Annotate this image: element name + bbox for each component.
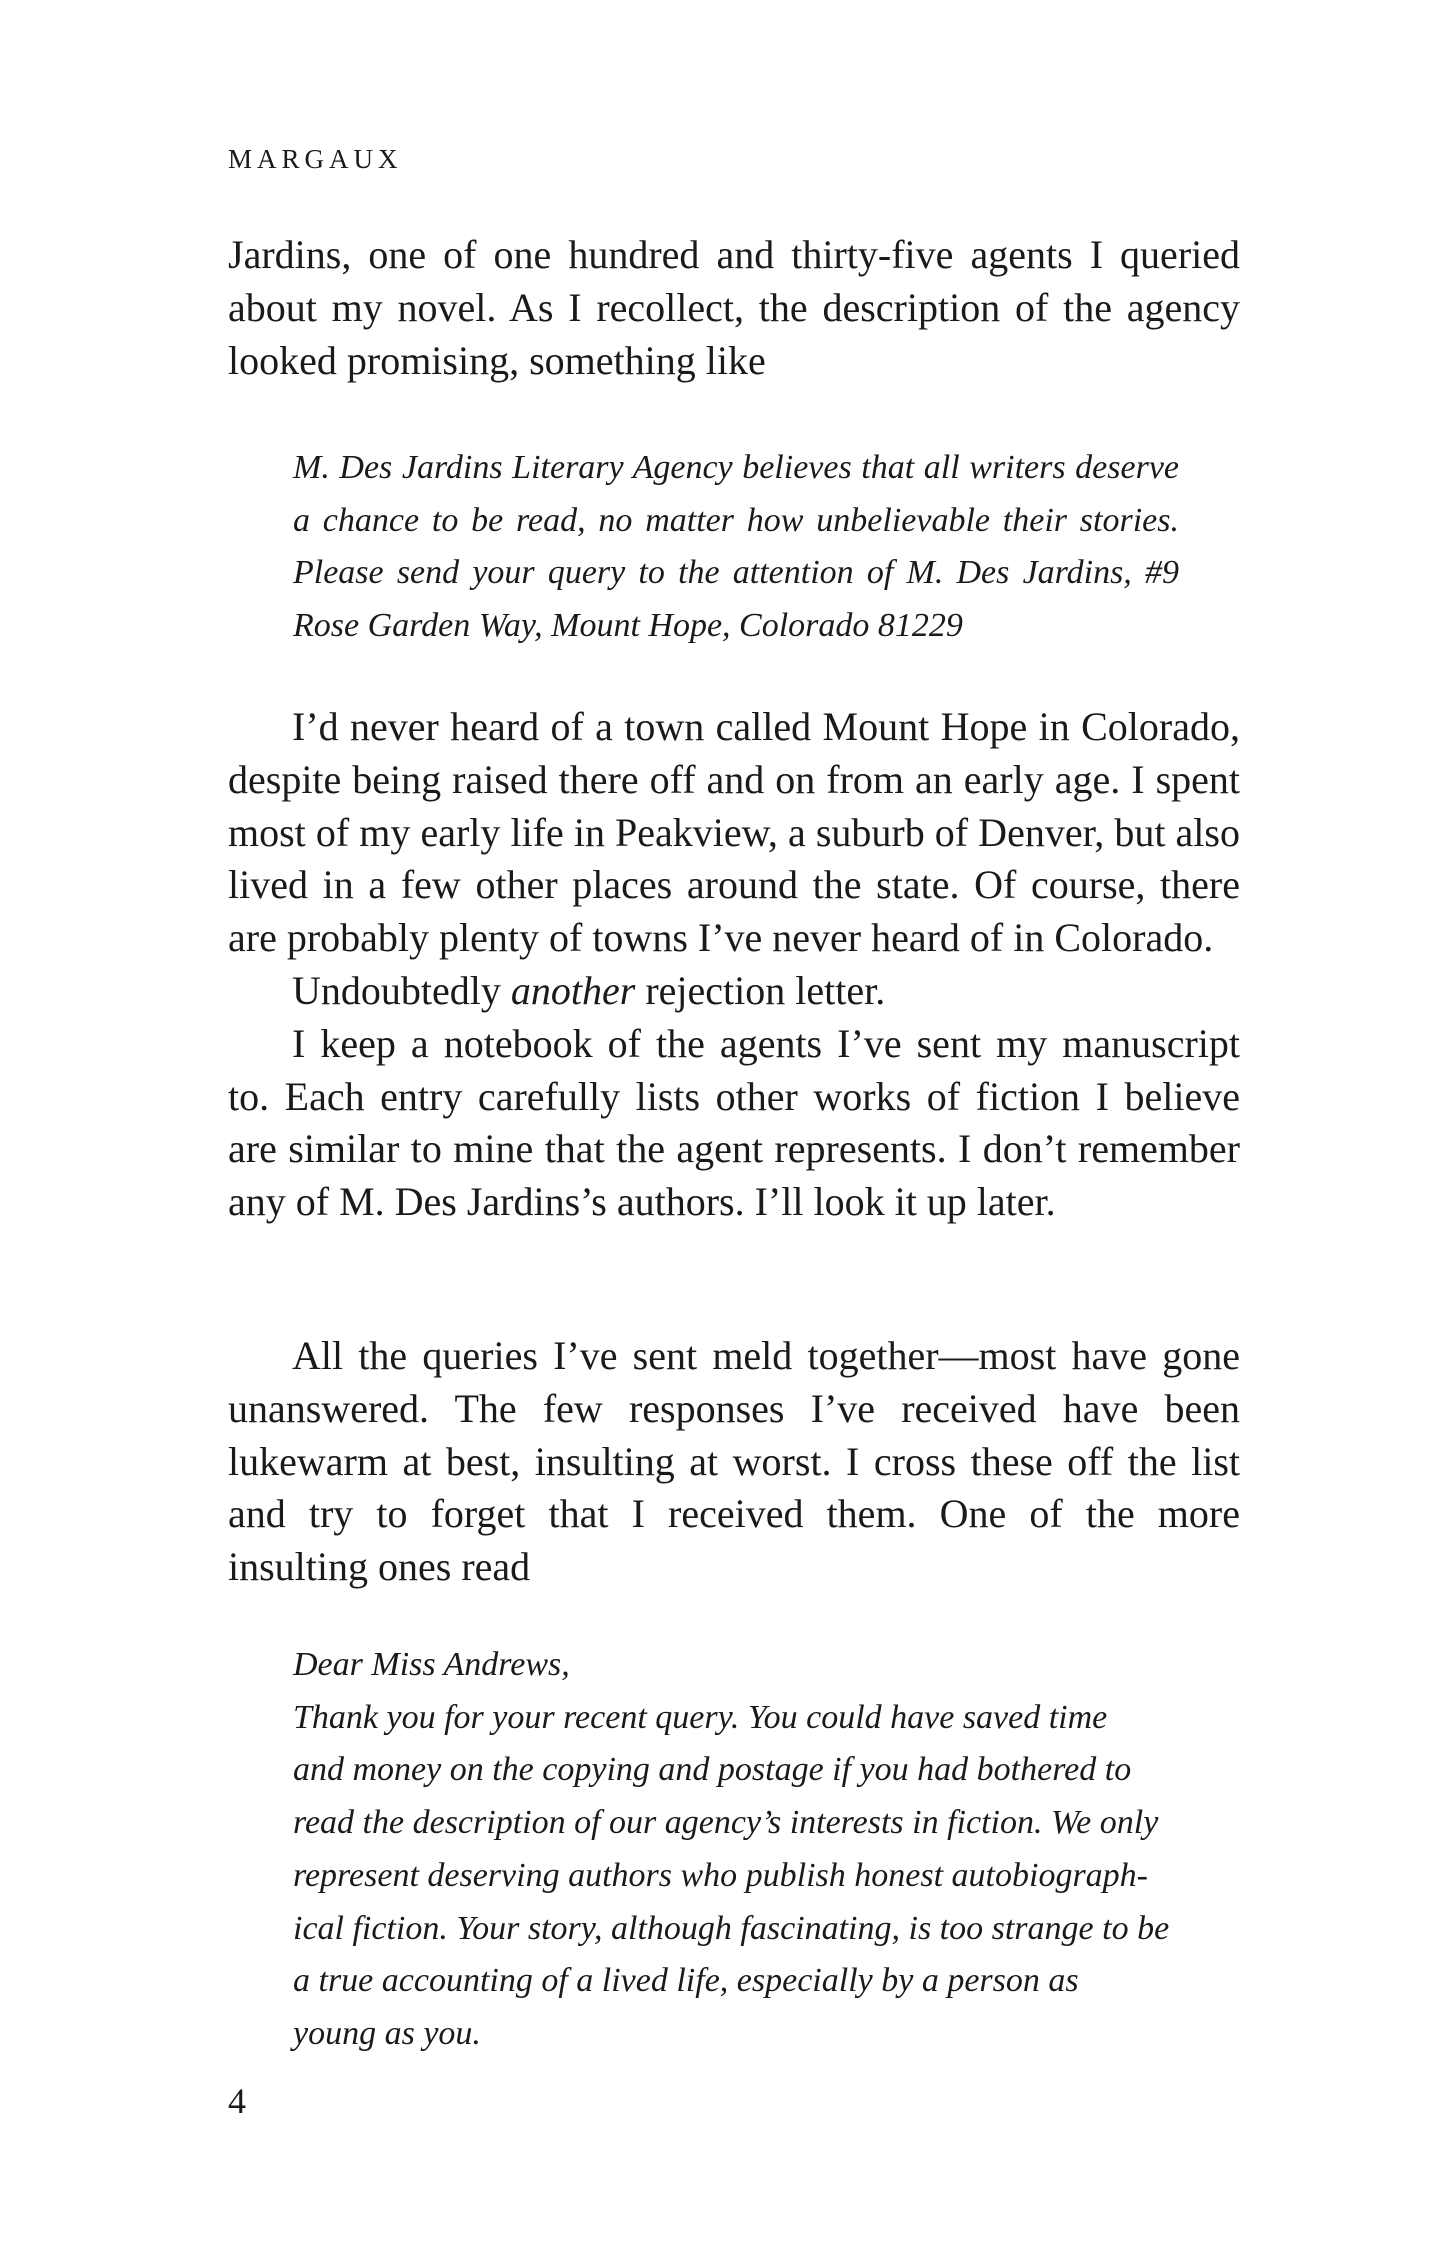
paragraph-rejection-emphasis: another bbox=[510, 967, 636, 1013]
letter-line: and money on the copying and postage if you had bothered to bbox=[293, 1751, 1132, 1789]
paragraph-rejection-before: Undoubtedly bbox=[292, 967, 511, 1013]
letter-line: young as you. bbox=[293, 2014, 481, 2052]
paragraph-queries: All the queries I’ve sent meld together—most have gone unanswered. The few responses I’ve received have been lukewarm at best, insulting at worst. I cross these off the list and try to forget that I received them. One of the more insulting ones read bbox=[228, 1333, 1240, 1590]
paragraph-rejection-after: rejection letter. bbox=[635, 967, 886, 1013]
letter-line: a true accounting of a lived life, especially by a person as bbox=[293, 1962, 1079, 2000]
rejection-letter-quote bbox=[293, 1639, 1179, 2061]
body-text-middle bbox=[228, 701, 1240, 1229]
paragraph-rejection bbox=[228, 965, 1240, 1018]
body-text-lower bbox=[228, 1330, 1240, 1594]
letter-line: represent deserving authors who publish honest autobiograph- bbox=[293, 1856, 1148, 1894]
paragraph-continued: Jardins, one of one hundred and thirty-five agents I queried about my novel. As I recollect, the description of the agency looked promising, something like bbox=[228, 232, 1240, 383]
paragraph-notebook: I keep a notebook of the agents I’ve sent my manuscript to. Each entry carefully lists other works of fiction I believe are similar to mine that the agent represents. I don’t remember any of M. Des Jardins’s authors. I’ll look it up later. bbox=[228, 1020, 1240, 1225]
running-head: MARGAUX bbox=[228, 144, 403, 174]
letter-line: ical fiction. Your story, although fascinating, is too strange to be bbox=[293, 1909, 1170, 1947]
body-text-top bbox=[228, 229, 1240, 387]
letter-line: read the description of our agency’s interests in fiction. We only bbox=[293, 1804, 1159, 1842]
letter-line: Thank you for your recent query. You could have saved time bbox=[293, 1698, 1108, 1736]
agency-description-text: M. Des Jardins Literary Agency believes that all writers deserve a chance to be read, no matter how unbelievable their stories. Please send your query to the attention of M. Des Jardins, #9 Rose Garden Way, Mount Hope, Colorado 81229 bbox=[293, 449, 1179, 645]
page-number: 4 bbox=[228, 2081, 246, 2121]
paragraph-mount-hope: I’d never heard of a town called Mount Hope in Colorado, despite being raised there off and on from an early age. I spent most of my early life in Peakview, a suburb of Denver, but also lived in a few other places around the state. Of course, there are probably plenty of towns I’ve never heard of in Colorado. bbox=[228, 704, 1240, 961]
letter-body bbox=[293, 1692, 1179, 2061]
letter-salutation: Dear Miss Andrews, bbox=[293, 1646, 570, 1683]
agency-description-quote bbox=[293, 442, 1179, 653]
